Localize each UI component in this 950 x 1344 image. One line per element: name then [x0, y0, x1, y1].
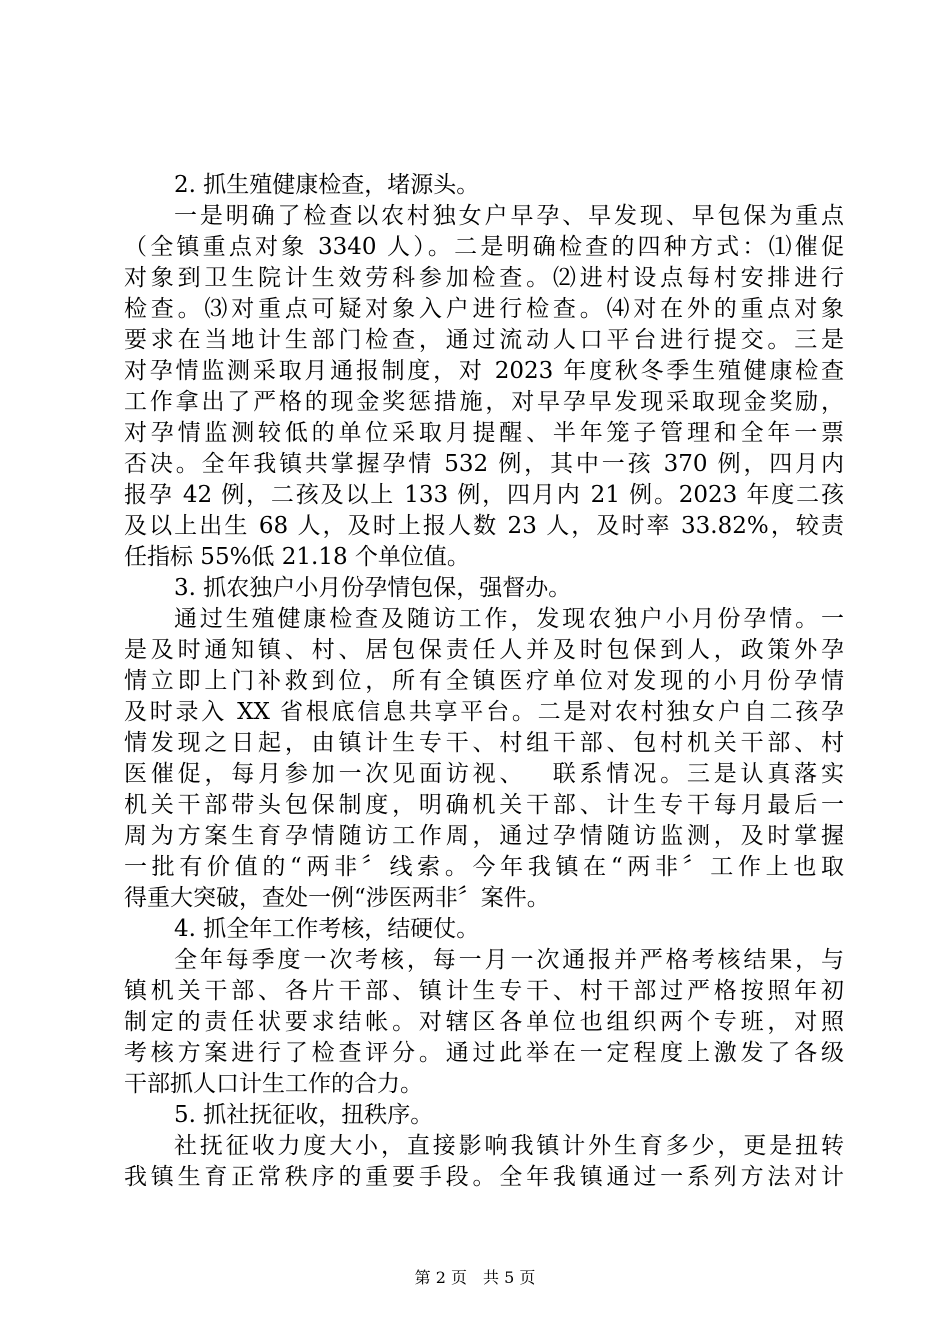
text-line: 一批有价值的“两非〞线索。今年我镇在“两非〞工作上也取 — [124, 854, 844, 880]
text-line: 情立即上门补救到位，所有全镇医疗单位对发现的小月份孕情 — [124, 668, 844, 694]
text-line: 及以上出生 68 人，及时上报人数 23 人，及时率 33.82%，较责 — [124, 513, 844, 539]
text-line: 对孕情监测较低的单位采取月提醒、半年笼子管理和全年一票 — [124, 420, 844, 446]
text-line: 制定的责任状要求结帐。对辖区各单位也组织两个专班，对照 — [124, 1009, 844, 1035]
section-heading-2: 2. 抓生殖健康检查，堵源头。 — [174, 172, 480, 198]
text-line: 我镇生育正常秩序的重要手段。全年我镇通过一系列方法对计 — [124, 1164, 844, 1190]
text-line: 机关干部带头包保制度，明确机关干部、计生专干每月最后一 — [124, 792, 844, 818]
text-line: 医催促，每月参加一次见面访视、 联系情况。三是认真落实 — [124, 761, 844, 787]
text-line: 全年每季度一次考核，每一月一次通报并严格考核结果，与 — [174, 947, 844, 973]
text-line: 对孕情监测采取月通报制度，对 2023 年度秋冬季生殖健康检查 — [124, 358, 844, 384]
text-line: 任指标 55%低 21.18 个单位值。 — [124, 544, 470, 570]
text-line: 通过生殖健康检查及随访工作，发现农独户小月份孕情。一 — [174, 606, 844, 632]
section-heading-3: 3. 抓农独户小月份孕情包保，强督办。 — [174, 575, 572, 601]
text-line: 社抚征收力度大小，直接影响我镇计外生育多少，更是扭转 — [174, 1133, 844, 1159]
text-line: 检查。⑶对重点可疑对象入户进行检查。⑷对在外的重点对象 — [124, 296, 844, 322]
text-line: 对象到卫生院计生效劳科参加检查。⑵进村设点每村安排进行 — [124, 265, 844, 291]
text-line: 一是明确了检查以农村独女户早孕、早发现、早包保为重点 — [174, 203, 844, 229]
text-line: 得重大突破，查处一例“涉医两非〞案件。 — [124, 885, 550, 911]
text-line: 考核方案进行了检查评分。通过此举在一定程度上激发了各级 — [124, 1040, 844, 1066]
text-line: 干部抓人口计生工作的合力。 — [124, 1071, 423, 1097]
text-line: 及时录入 XX 省根底信息共享平台。二是对农村独女户自二孩孕 — [124, 699, 844, 725]
body-text — [124, 170, 844, 1193]
page-footer: 第 2 页 共 5 页 — [414, 1268, 536, 1287]
text-line: 情发现之日起，由镇计生专干、村组干部、包村机关干部、村 — [124, 730, 844, 756]
text-line: 要求在当地计生部门检查，通过流动人口平台进行提交。三是 — [124, 327, 844, 353]
text-line: 镇机关干部、各片干部、镇计生专干、村干部过严格按照年初 — [124, 978, 844, 1004]
section-heading-4: 4. 抓全年工作考核，结硬仗。 — [174, 916, 480, 942]
section-heading-5: 5. 抓社抚征收，扭秩序。 — [174, 1102, 434, 1128]
text-line: 否决。全年我镇共掌握孕情 532 例，其中一孩 370 例，四月内 — [124, 451, 844, 477]
text-line: （全镇重点对象 3340 人）。二是明确检查的四种方式：⑴催促 — [124, 234, 844, 260]
text-line: 报孕 42 例，二孩及以上 133 例，四月内 21 例。2023 年度二孩 — [124, 482, 844, 508]
text-line: 周为方案生育孕情随访工作周，通过孕情随访监测，及时掌握 — [124, 823, 844, 849]
text-line: 是及时通知镇、村、居包保责任人并及时包保到人，政策外孕 — [124, 637, 844, 663]
text-line: 工作拿出了严格的现金奖惩措施，对早孕早发现采取现金奖励， — [124, 389, 844, 415]
